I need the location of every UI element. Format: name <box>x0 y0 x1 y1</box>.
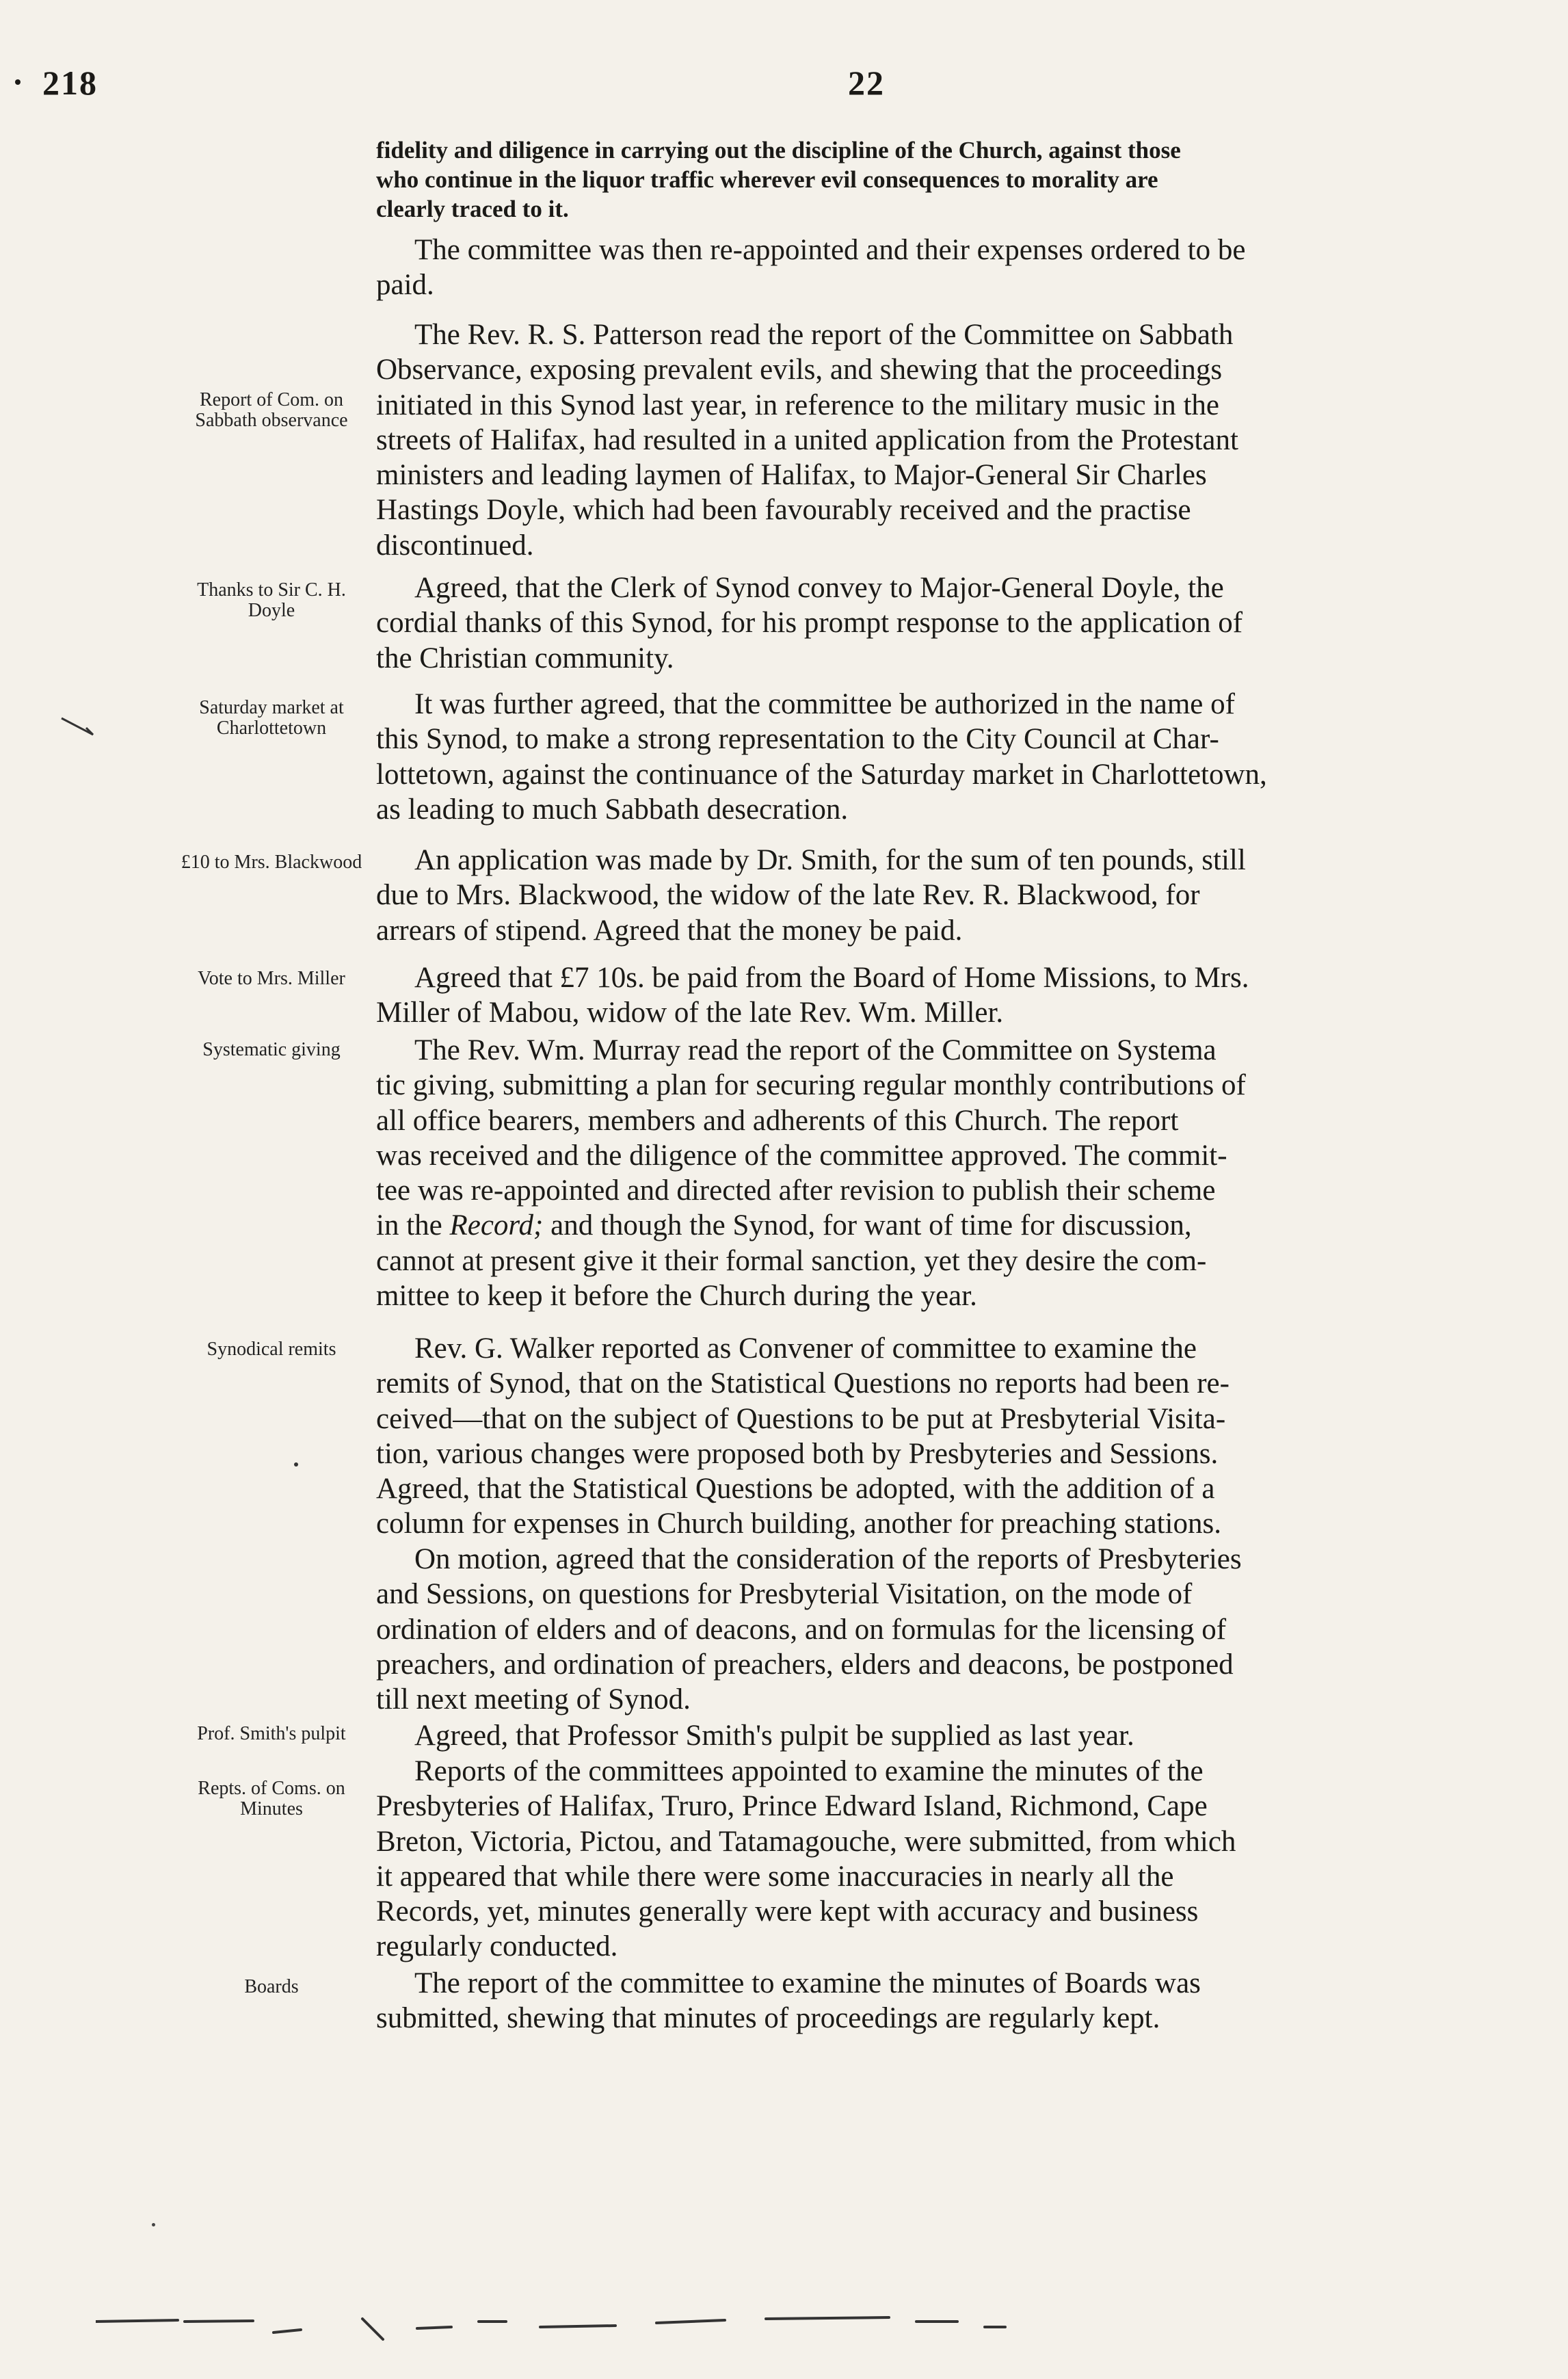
text-line: paid. <box>376 269 434 302</box>
text-line: Agreed, that the Statistical Questions be adopted, with the addition of a <box>376 1473 1215 1506</box>
text-line: cannot at present give it their formal sanction, yet they desire the com- <box>376 1244 1207 1277</box>
text-line: preachers, and ordination of preachers, elders and deacons, be postponed <box>376 1648 1234 1681</box>
paragraph-miller <box>376 960 1426 1031</box>
text-line: clearly traced to it. <box>376 196 569 222</box>
text-line: as leading to much Sabbath desecration. <box>376 793 849 826</box>
paragraph-blackwood <box>376 843 1426 948</box>
text-line: ministers and leading laymen of Halifax, to Major-General Sir Charles <box>376 459 1207 492</box>
text-line: it appeared that while there were some inaccuracies in nearly all the <box>376 1860 1174 1893</box>
paragraph-motion <box>376 1542 1426 1717</box>
text-line: Observance, exposing prevalent evils, and shewing that the proceedings <box>376 354 1223 386</box>
paragraph-discipline <box>376 135 1426 224</box>
text-line: The Rev. Wm. Murray read the report of the Committee on Systema <box>414 1034 1217 1066</box>
text-line: Reports of the committees appointed to examine the minutes of the <box>414 1755 1204 1787</box>
text-line: remits of Synod, that on the Statistical Questions no reports had been re- <box>376 1367 1230 1400</box>
paragraph-minutes <box>376 1754 1426 1964</box>
text-line: was received and the diligence of the committee approved. The commit- <box>376 1139 1227 1172</box>
text-line: Rev. G. Walker reported as Convener of committee to examine the <box>414 1332 1197 1365</box>
text-fragment: in the <box>376 1209 450 1242</box>
paragraph-remits <box>376 1331 1426 1542</box>
text-line: tee was re-appointed and directed after revision to publish their scheme <box>376 1174 1216 1207</box>
text-line: initiated in this Synod last year, in reference to the military music in the <box>376 389 1220 421</box>
margin-note-remits: Synodical remits <box>207 1339 336 1360</box>
margin-note-market: Saturday market at Charlottetown <box>199 697 344 739</box>
text-line: due to Mrs. Blackwood, the widow of the late Rev. R. Blackwood, for <box>376 879 1200 912</box>
text-line: An application was made by Dr. Smith, for the sum of ten pounds, still <box>414 844 1246 876</box>
scan-noise <box>96 2312 1190 2353</box>
page-number-left: 218 <box>42 64 98 102</box>
text-line: Hastings Doyle, which had been favourably received and the practise <box>376 494 1191 527</box>
margin-note-blackwood: £10 to Mrs. Blackwood <box>181 852 362 873</box>
text-line: It was further agreed, that the committee be authorized in the name of <box>414 688 1235 720</box>
paragraph-systematic <box>376 1033 1426 1313</box>
page-number-center: 22 <box>848 64 885 102</box>
text-line: submitted, shewing that minutes of proceedings are regularly kept. <box>376 2002 1160 2035</box>
text-line: Records, yet, minutes generally were kept with accuracy and business <box>376 1895 1199 1928</box>
paragraph-boards <box>376 1966 1426 2036</box>
stray-dot <box>294 1462 298 1467</box>
paragraph-reappointed <box>376 233 1426 303</box>
record-title: Record; <box>449 1209 544 1242</box>
text-line: all office bearers, members and adherents of this Church. The report <box>376 1104 1179 1137</box>
text-fragment: and though the Synod, for want of time for discussion, <box>543 1209 1192 1242</box>
stray-mark <box>59 714 100 741</box>
paragraph-market <box>376 687 1426 827</box>
text-line: regularly conducted. <box>376 1930 618 1963</box>
text-line: arrears of stipend. Agreed that the money be paid. <box>376 914 963 947</box>
text-line: Presbyteries of Halifax, Truro, Prince Edward Island, Richmond, Cape <box>376 1790 1208 1823</box>
paragraph-doyle <box>376 570 1426 676</box>
text-line: The report of the committee to examine the minutes of Boards was <box>414 1967 1201 1999</box>
margin-note-boards: Boards <box>244 1976 299 1997</box>
text-line: column for expenses in Church building, another for preaching stations. <box>376 1508 1221 1540</box>
text-line: this Synod, to make a strong representation to the City Council at Char- <box>376 723 1219 756</box>
stray-dot <box>15 79 21 85</box>
text-line: streets of Halifax, had resulted in a united application from the Protestant <box>376 423 1238 456</box>
text-line: tion, various changes were proposed both by Presbyteries and Sessions. <box>376 1437 1219 1470</box>
margin-note-systematic: Systematic giving <box>202 1039 341 1060</box>
text-line: The Rev. R. S. Patterson read the report of the Committee on Sabbath <box>414 319 1234 351</box>
text-line: Agreed that £7 10s. be paid from the Board of Home Missions, to Mrs. <box>414 962 1249 994</box>
text-line: Breton, Victoria, Pictou, and Tatamagouche, were submitted, from which <box>376 1825 1236 1858</box>
text-line: and Sessions, on questions for Presbyterial Visitation, on the mode of <box>376 1578 1193 1611</box>
text-line: tic giving, submitting a plan for securing regular monthly contributions of <box>376 1069 1246 1102</box>
text-line: Agreed, that the Clerk of Synod convey to Major-General Doyle, the <box>414 572 1224 604</box>
text-line: On motion, agreed that the consideration of the reports of Presbyteries <box>414 1543 1242 1575</box>
margin-note-doyle: Thanks to Sir C. H. Doyle <box>197 579 346 621</box>
margin-note-sabbath: Report of Com. on Sabbath observance <box>195 389 348 431</box>
text-line: the Christian community. <box>376 642 674 674</box>
text-line: fidelity and diligence in carrying out the discipline of the Church, against those <box>376 137 1181 163</box>
margin-note-miller: Vote to Mrs. Miller <box>198 968 345 989</box>
stray-dot <box>152 2223 155 2226</box>
text-line: cordial thanks of this Synod, for his prompt response to the application of <box>376 607 1243 640</box>
paragraph-sabbath <box>376 317 1426 563</box>
text-line: discontinued. <box>376 529 534 562</box>
text-line: lottetown, against the continuance of the Saturday market in Charlottetown, <box>376 758 1267 791</box>
text-line: mittee to keep it before the Church during the year. <box>376 1280 977 1313</box>
paragraph-pulpit <box>376 1718 1426 1753</box>
text-line: who continue in the liquor traffic wherever evil consequences to morality are <box>376 166 1158 193</box>
text-line: ceived—that on the subject of Questions to be put at Presbyterial Visita- <box>376 1402 1226 1435</box>
text-line: The committee was then re-appointed and their expenses ordered to be <box>414 234 1246 266</box>
text-line: till next meeting of Synod. <box>376 1683 691 1716</box>
text-line: Agreed, that Professor Smith's pulpit be supplied as last year. <box>414 1720 1134 1752</box>
margin-note-pulpit: Prof. Smith's pulpit <box>197 1723 346 1744</box>
text-line: ordination of elders and of deacons, and on formulas for the licensing of <box>376 1613 1227 1646</box>
margin-note-minutes: Repts. of Coms. on Minutes <box>198 1778 345 1819</box>
text-line-record <box>376 1208 1426 1243</box>
text-line: Miller of Mabou, widow of the late Rev. Wm. Miller. <box>376 997 1004 1029</box>
